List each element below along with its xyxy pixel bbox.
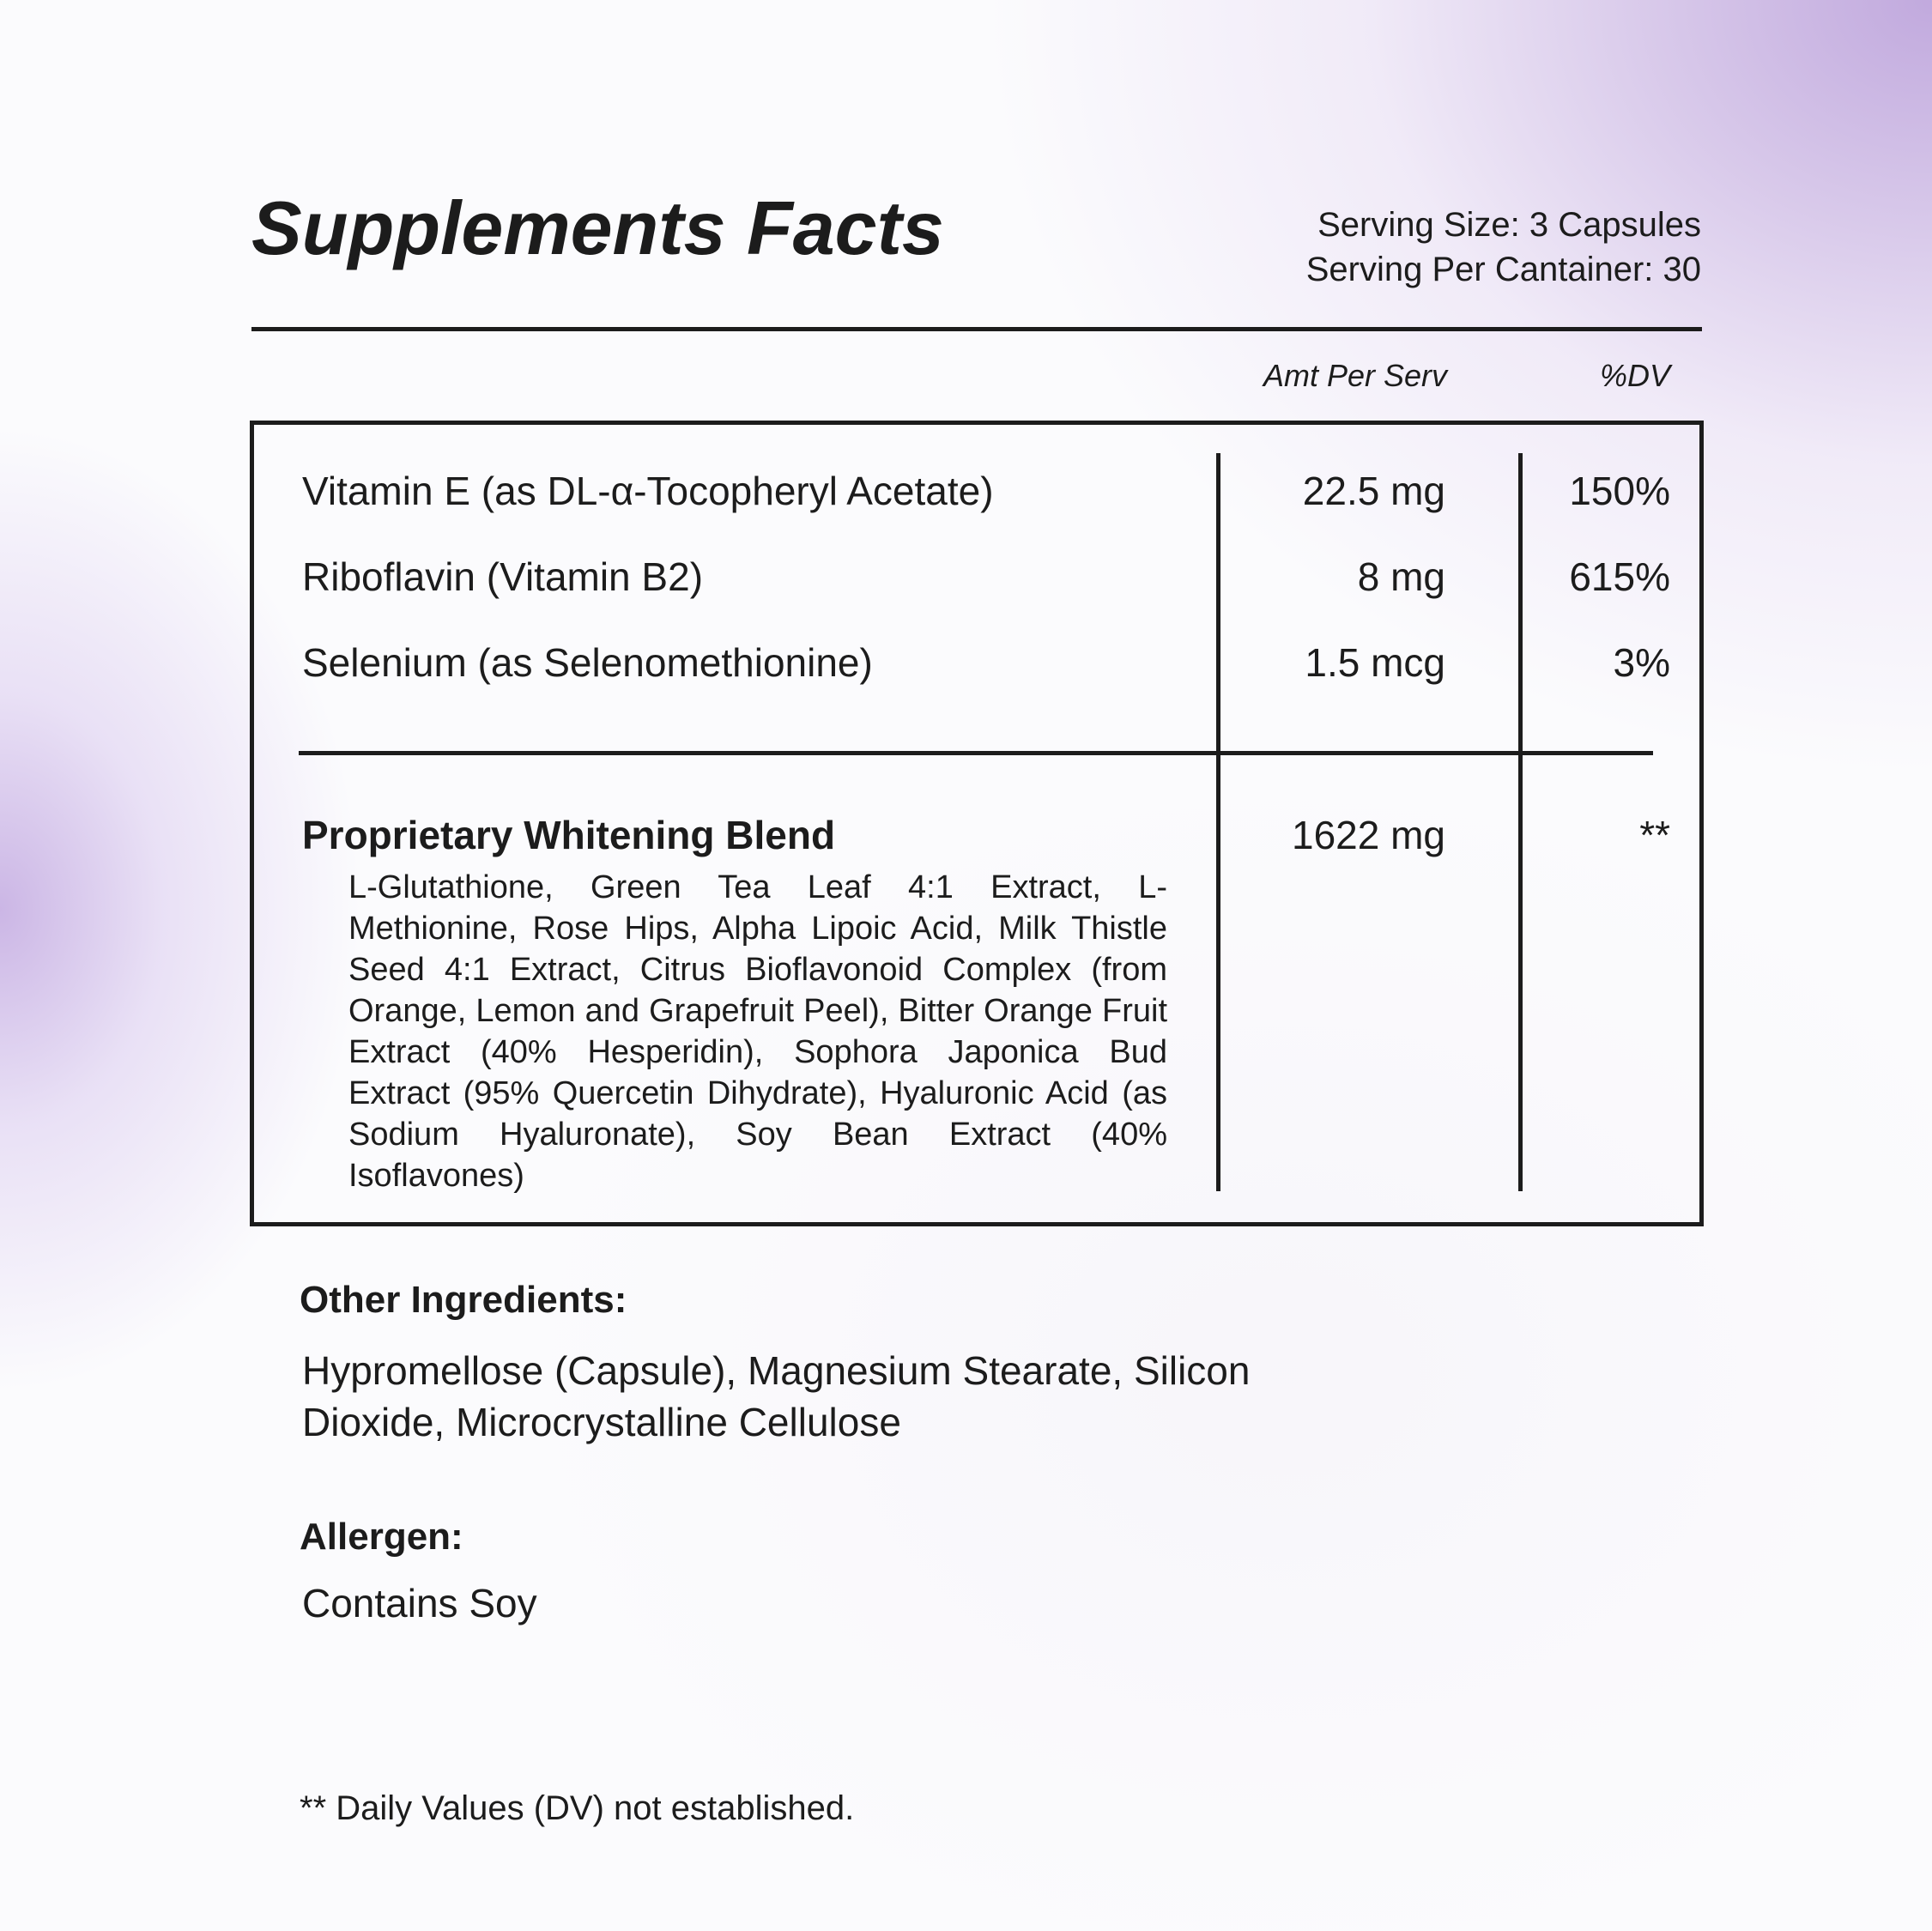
other-ingredients-line: Hypromellose (Capsule), Magnesium Stearate, Silicon bbox=[302, 1348, 1251, 1393]
nutrient-amount: 22.5 mg bbox=[1302, 469, 1445, 513]
allergen-text: Contains Soy bbox=[302, 1581, 537, 1625]
other-ingredients-text bbox=[302, 1345, 1250, 1448]
header-divider bbox=[251, 327, 1702, 331]
column-divider-amount bbox=[1216, 453, 1220, 1191]
page-title: Supplements Facts bbox=[251, 185, 944, 270]
other-ingredients-heading: Other Ingredients: bbox=[300, 1279, 627, 1321]
column-divider-dv bbox=[1518, 453, 1523, 1191]
blend-ingredients: L-Glutathione, Green Tea Leaf 4:1 Extract, L-Methionine, Rose Hips, Alpha Lipoic Acid, Milk Thistle Seed 4:1 Extract, Citrus Bioflavonoid Complex (from Orange, Lemon and Grapefruit Peel), Bitter Orange Fruit Extract (40% Hesperidin), Sophora Japonica Bud Extract (95% Quercetin Dihydrate), Hyaluronic Acid (as Sodium Hyaluronate), Soy Bean Extract (40% Isoflavones) bbox=[348, 869, 1167, 1194]
nutrient-name: Selenium (as Selenomethionine) bbox=[302, 640, 873, 685]
other-ingredients-line: Dioxide, Microcrystalline Cellulose bbox=[302, 1400, 901, 1444]
nutrient-amount: 1.5 mcg bbox=[1305, 640, 1445, 685]
blend-dv: ** bbox=[1639, 813, 1670, 857]
column-header-amount: Amt Per Serv bbox=[1263, 358, 1447, 393]
row-divider bbox=[299, 751, 1653, 755]
nutrient-name: Vitamin E (as DL-α-Tocopheryl Acetate) bbox=[302, 469, 994, 513]
column-header-dv: %DV bbox=[1599, 358, 1670, 393]
nutrient-amount: 8 mg bbox=[1357, 554, 1445, 599]
footnote: ** Daily Values (DV) not established. bbox=[300, 1789, 855, 1827]
blend-name: Proprietary Whitening Blend bbox=[302, 813, 836, 857]
nutrient-name: Riboflavin (Vitamin B2) bbox=[302, 554, 704, 599]
nutrient-dv: 3% bbox=[1613, 640, 1670, 685]
serving-info bbox=[1306, 203, 1701, 292]
blend-amount: 1622 mg bbox=[1291, 813, 1445, 857]
nutrient-dv: 150% bbox=[1569, 469, 1670, 513]
nutrient-dv: 615% bbox=[1569, 554, 1670, 599]
servings-per-container: Serving Per Cantainer: 30 bbox=[1305, 251, 1701, 288]
serving-size: Serving Size: 3 Capsules bbox=[1317, 206, 1701, 244]
allergen-heading: Allergen: bbox=[300, 1516, 463, 1558]
